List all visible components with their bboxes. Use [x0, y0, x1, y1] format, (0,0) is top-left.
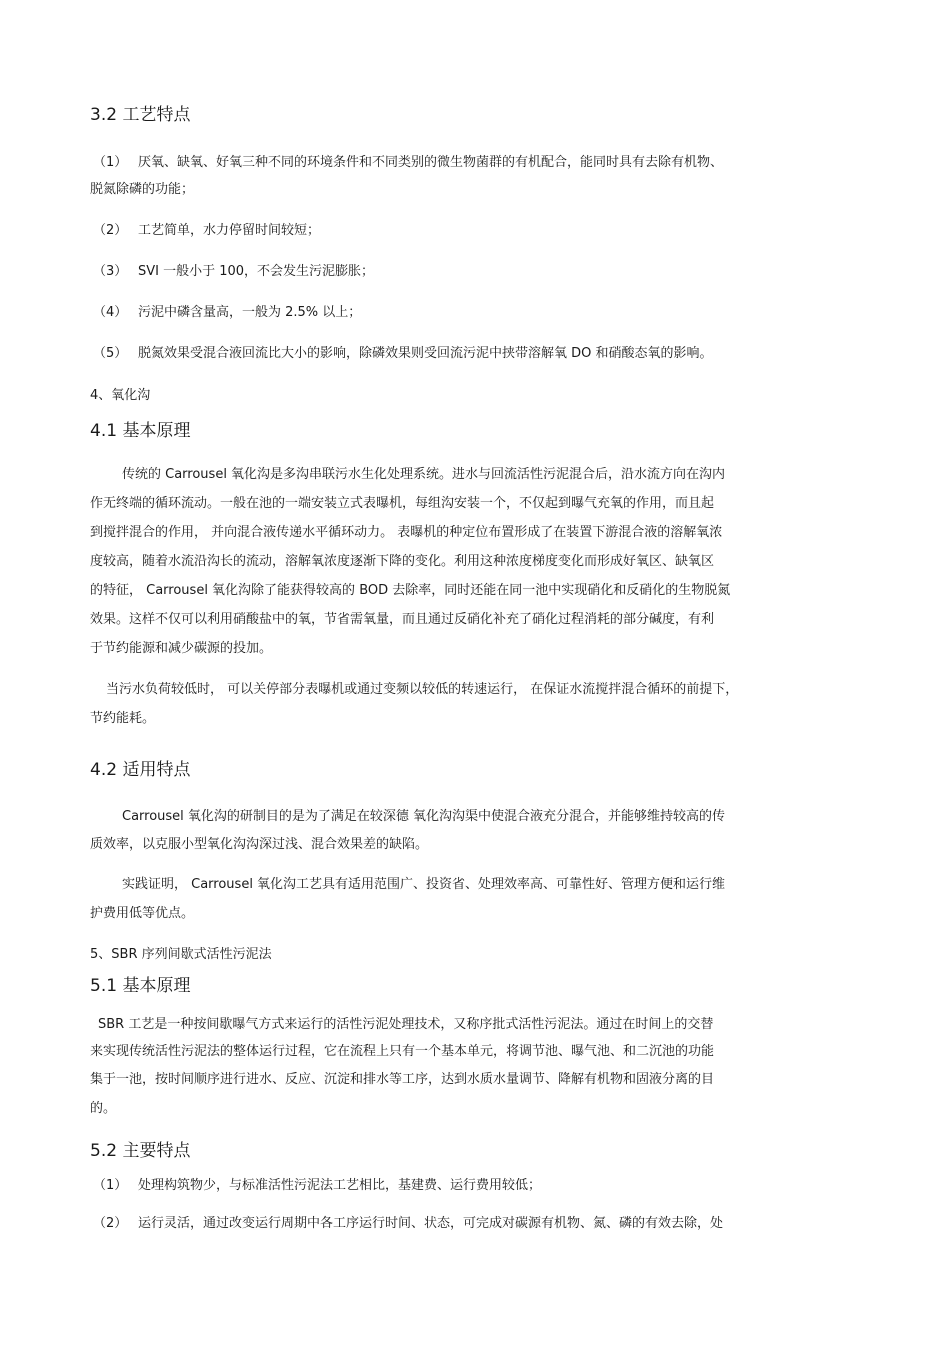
section-heading-4: 4、氧化沟: [90, 388, 151, 403]
paragraph-line: 节约能耗。: [90, 711, 156, 726]
paragraph-line: Carrousel 氧化沟的研制目的是为了满足在较深德 氧化沟沟渠中使混合液充分混合，并能够维持较高的传: [122, 809, 726, 824]
list-item-text: 厌氧、缺氧、好氧三种不同的环境条件和不同类别的微生物菌群的有机配合，能同时具有去除有机物、: [138, 155, 724, 170]
list-item-text: 脱氮效果受混合液回流比大小的影响，除磷效果则受回流污泥中挟带溶解氧 DO 和硝酸态氧的影响。: [138, 346, 713, 361]
list-item-text: 处理构筑物少，与标准活性污泥法工艺相比，基建费、运行费用较低；: [138, 1178, 542, 1193]
section-heading-5: 5、SBR 序列间歇式活性污泥法: [90, 947, 272, 962]
paragraph-line: 效果。这样不仅可以利用硝酸盐中的氧，节省需氧量，而且通过反硝化补充了硝化过程消耗的部分碱度，有利: [90, 612, 715, 627]
list-item-text: 污泥中磷含量高，一般为 2.5% 以上；: [138, 305, 362, 320]
paragraph-line: 来实现传统活性污泥法的整体运行过程，它在流程上只有一个基本单元，将调节池、曝气池、和二沉池的功能: [90, 1044, 715, 1059]
list-item-number: （5）: [93, 346, 128, 361]
list-item-text-cont: 脱氮除磷的功能；: [90, 182, 195, 197]
list-item-text: 工艺简单，水力停留时间较短；: [138, 223, 321, 238]
paragraph-line: 于节约能源和减少碳源的投加。: [90, 641, 273, 656]
paragraph-line: 作无终端的循环流动。一般在池的一端安装立式表曝机，每组沟安装一个，不仅起到曝气充氧的作用，而且起: [90, 496, 715, 511]
section-heading-5-1: 5.1 基本原理: [90, 976, 191, 996]
list-item-number: （2）: [93, 223, 128, 238]
paragraph-line: 的。: [90, 1101, 117, 1116]
section-heading-5-2: 5.2 主要特点: [90, 1141, 191, 1161]
paragraph-line: 传统的 Carrousel 氧化沟是多沟串联污水生化处理系统。进水与回流活性污泥混合后，沿水流方向在沟内: [122, 467, 726, 482]
paragraph-line: 护费用低等优点。: [90, 906, 195, 921]
section-heading-4-2: 4.2 适用特点: [90, 760, 191, 780]
paragraph-line: 当污水负荷较低时， 可以关停部分表曝机或通过变频以较低的转速运行， 在保证水流搅拌混合循环的前提下，: [106, 682, 739, 697]
list-item-number: （3）: [93, 264, 128, 279]
paragraph-line: 的特征， Carrousel 氧化沟除了能获得较高的 BOD 去除率，同时还能在同一池中实现硝化和反硝化的生物脱氮: [90, 583, 731, 598]
list-item-text: SVI 一般小于 100，不会发生污泥膨胀；: [138, 264, 375, 279]
paragraph-line: 集于一池，按时间顺序进行进水、反应、沉淀和排水等工序，达到水质水量调节、降解有机物和固液分离的目: [90, 1072, 715, 1087]
list-item-text: 运行灵活，通过改变运行周期中各工序运行时间、状态，可完成对碳源有机物、氮、磷的有效去除，处: [138, 1216, 724, 1231]
paragraph-line: 质效率，以克服小型氧化沟沟深过浅、混合效果差的缺陷。: [90, 837, 429, 852]
section-heading-4-1: 4.1 基本原理: [90, 421, 191, 441]
list-item-number: （1）: [93, 1178, 128, 1193]
list-item-number: （2）: [93, 1216, 128, 1231]
paragraph-line: 实践证明， Carrousel 氧化沟工艺具有适用范围广、投资省、处理效率高、可靠性好、管理方便和运行维: [122, 877, 726, 892]
list-item-number: （1）: [93, 155, 128, 170]
paragraph-line: 到搅拌混合的作用， 并向混合液传递水平循环动力。 表曝机的种定位布置形成了在装置下游混合液的溶解氧浓: [90, 525, 723, 540]
paragraph-line: SBR 工艺是一种按间歇曝气方式来运行的活性污泥处理技术，又称序批式活性污泥法。通过在时间上的交替: [98, 1017, 714, 1032]
section-heading-3-2: 3.2 工艺特点: [90, 105, 191, 125]
paragraph-line: 度较高，随着水流沿沟长的流动，溶解氧浓度逐渐下降的变化。利用这种浓度梯度变化而形成好氧区、缺氧区: [90, 554, 715, 569]
list-item-number: （4）: [93, 305, 128, 320]
